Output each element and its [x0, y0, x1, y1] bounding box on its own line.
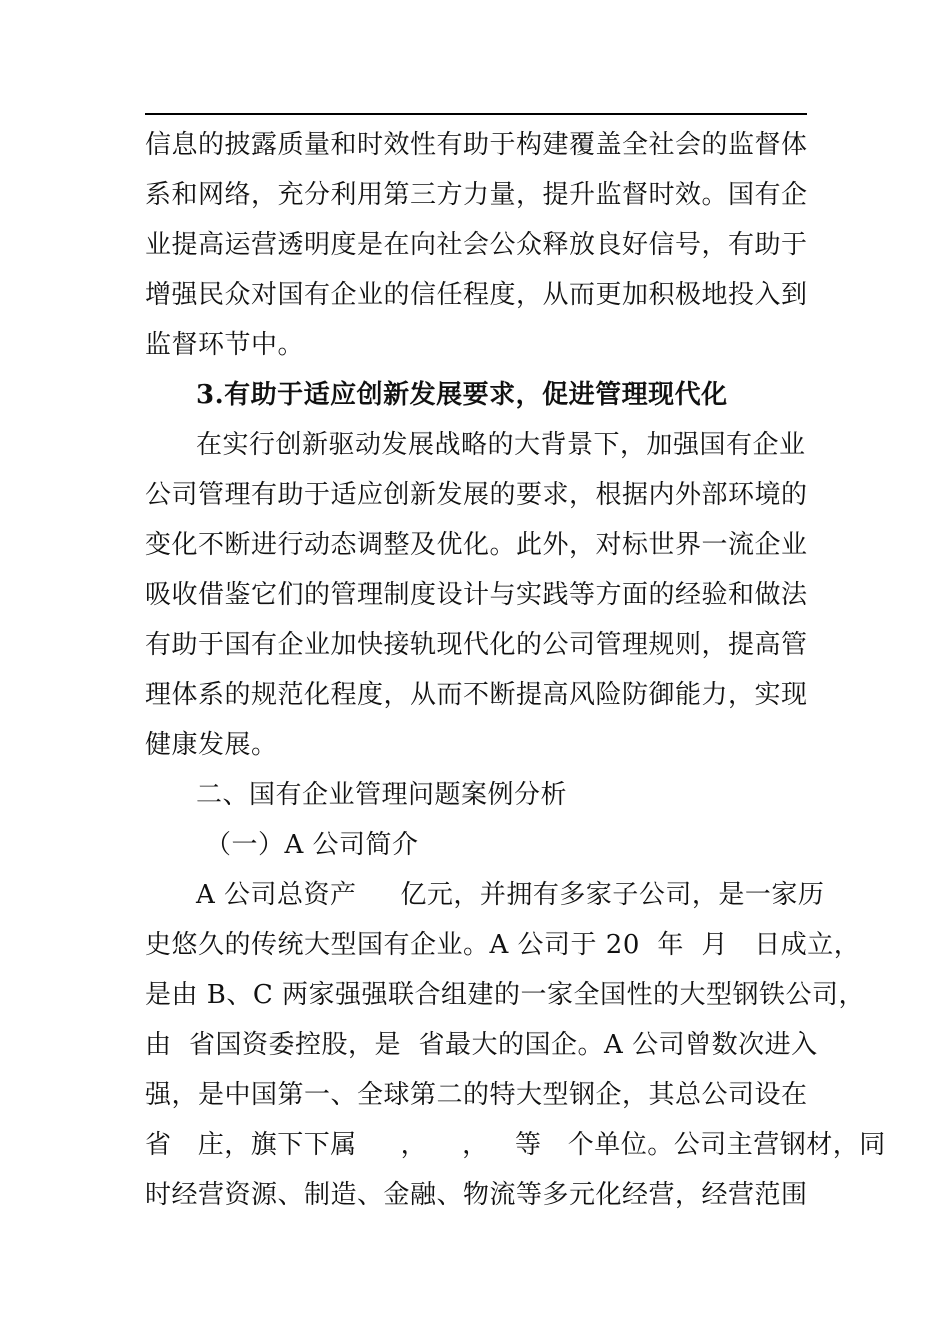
- text-line: 系和网络，充分利用第三方力量，提升监督时效。国有企: [145, 180, 808, 210]
- text-line: 健康发展。: [145, 730, 278, 760]
- text-line: 史悠久的传统大型国有企业。A 公司于 20 年 月 日成立，: [145, 930, 861, 960]
- text-line: 监督环节中。: [145, 330, 305, 360]
- text-line: 是由 B、C 两家强强联合组建的一家全国性的大型钢铁公司，: [145, 980, 866, 1010]
- text-line: 吸收借鉴它们的管理制度设计与实践等方面的经验和做法: [145, 580, 808, 610]
- text-line: 理体系的规范化程度，从而不断提高风险防御能力，实现: [145, 680, 808, 710]
- section-heading: 3.有助于适应创新发展要求，促进管理现代化: [196, 380, 728, 410]
- text-line: 公司管理有助于适应创新发展的要求，根据内外部环境的: [145, 480, 808, 510]
- subsection-heading: （一）A 公司简介: [205, 830, 419, 860]
- text-line: 由 省国资委控股，是 省最大的国企。A 公司曾数次进入: [145, 1030, 818, 1060]
- text-line: 增强民众对国有企业的信任程度，从而更加积极地投入到: [145, 280, 808, 310]
- text-line: 有助于国有企业加快接轨现代化的公司管理规则，提高管: [145, 630, 808, 660]
- text-line: 信息的披露质量和时效性有助于构建覆盖全社会的监督体: [145, 130, 808, 160]
- text-line: 变化不断进行动态调整及优化。此外，对标世界一流企业: [145, 530, 808, 560]
- header-rule: [145, 113, 807, 115]
- text-line: 业提高运营透明度是在向社会公众释放良好信号，有助于: [145, 230, 808, 260]
- text-line: 省 庄，旗下下属 ， ， 等 个单位。公司主营钢材，同: [145, 1130, 886, 1160]
- text-line: 在实行创新驱动发展战略的大背景下，加强国有企业: [196, 430, 806, 460]
- text-line: 强，是中国第一、全球第二的特大型钢企，其总公司设在: [145, 1080, 808, 1110]
- text-line: 时经营资源、制造、金融、物流等多元化经营，经营范围: [145, 1180, 808, 1210]
- section-heading: 二、国有企业管理问题案例分析: [196, 780, 568, 810]
- text-line: A 公司总资产 亿元，并拥有多家子公司，是一家历: [196, 880, 825, 910]
